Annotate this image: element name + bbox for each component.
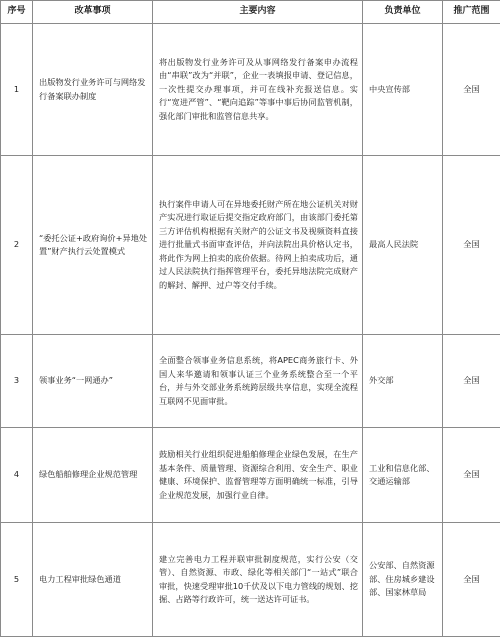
main-content: 执行案件申请人可在异地委托财产所在地公证机关对财产实况进行取证后提交指定政府部门，由该部门委托第三方评估机构根据有关财产的公证文书及视频资料直接进行批量式书面审查评估，并向法院出具价格认定书，将此作为网上拍卖的底价依据。待网上拍卖成功后，通过人民法院执行指挥管理平台，委托异地法院完成财产的解封、解押、过户等交付手续。 [153, 156, 363, 335]
responsible-unit: 最高人民法院 [363, 156, 443, 335]
row-number: 5 [1, 523, 33, 637]
responsible-unit: 公安部、自然资源部、住房城乡建设部、国家林草局 [363, 523, 443, 637]
main-content: 建立完善电力工程并联审批制度规范，实行公安（交管）、自然资源、市政、绿化等相关部门“一站式”联合审批，快速受理审批10千伏及以下电力管线的规划、挖掘、占路等行政许可，统一送达许可证书。 [153, 523, 363, 637]
responsible-unit: 工业和信息化部、交通运输部 [363, 428, 443, 523]
row-number: 3 [1, 335, 33, 428]
table-row [1, 428, 500, 523]
header-reform-item: 改革事项 [33, 1, 153, 24]
promotion-scope: 全国 [443, 523, 500, 637]
promotion-scope: 全国 [443, 24, 500, 156]
main-content: 全面整合领事业务信息系统，将APEC商务旅行卡、外国人来华邀请和领事认证三个业务系统整合至一个平台，并与外交部业务系统跨层级共享信息，实现全流程互联网不见面审批。 [153, 335, 363, 428]
responsible-unit: 中央宣传部 [363, 24, 443, 156]
header-promotion-scope: 推广范围 [443, 1, 500, 24]
header-main-content: 主要内容 [153, 1, 363, 24]
reform-item: 领事业务“一网通办” [33, 335, 153, 428]
table-header-row [1, 1, 500, 24]
reform-item: 绿色船舶修理企业规范管理 [33, 428, 153, 523]
reform-item: “委托公证+政府询价+异地处置”财产执行云处置模式 [33, 156, 153, 335]
table-row [1, 335, 500, 428]
row-number: 4 [1, 428, 33, 523]
row-number: 2 [1, 156, 33, 335]
promotion-scope: 全国 [443, 335, 500, 428]
table-row [1, 523, 500, 637]
table-row [1, 156, 500, 335]
promotion-scope: 全国 [443, 428, 500, 523]
header-responsible-unit: 负责单位 [363, 1, 443, 24]
responsible-unit: 外交部 [363, 335, 443, 428]
main-content: 将出版物发行业务许可及从事网络发行备案申办流程由“串联”改为“并联”，企业一表填报申请、登记信息，一次性提交办理事项，并可在线补充报送信息。实行“宽进严管”、“靶向追踪”等事中事后协同监管机制，强化部门审批和监管信息共享。 [153, 24, 363, 156]
reform-item: 出版物发行业务许可与网络发行备案联办制度 [33, 24, 153, 156]
row-number: 1 [1, 24, 33, 156]
table-row [1, 24, 500, 156]
promotion-scope: 全国 [443, 156, 500, 335]
main-content: 鼓励相关行业组织促进船舶修理企业绿色发展，在生产基本条件、质量管理、资源综合利用、安全生产、职业健康、环境保护、监督管理等方面明确统一标准，引导企业规范发展，加强行业自律。 [153, 428, 363, 523]
reform-item: 电力工程审批绿色通道 [33, 523, 153, 637]
header-number: 序号 [1, 1, 33, 24]
